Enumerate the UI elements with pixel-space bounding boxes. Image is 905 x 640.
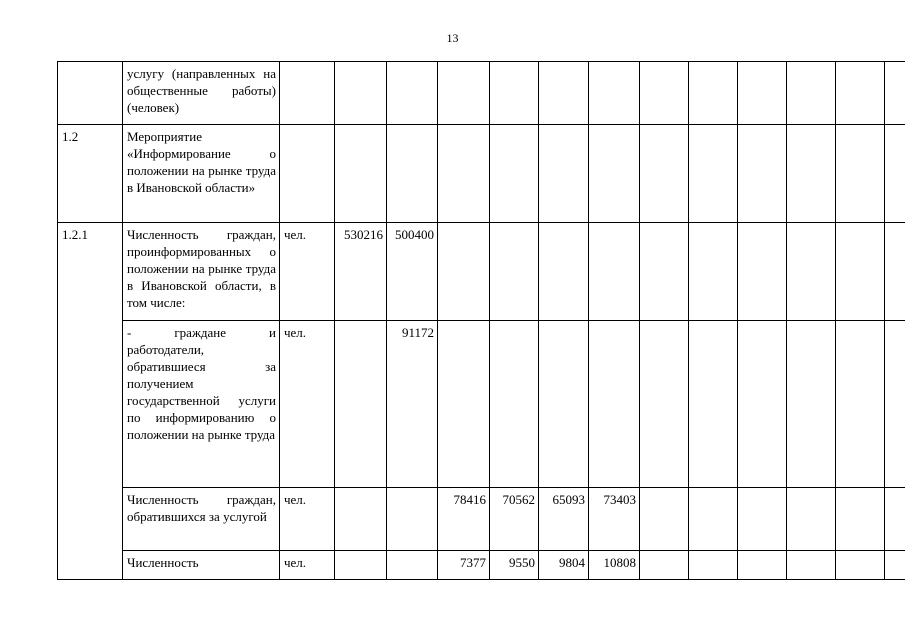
indicator-name-cell: - граждане и работодатели, обратившиеся за получением государственной услуги по информированию о положении на рынке труда — [123, 321, 280, 488]
value-cell — [689, 551, 738, 580]
row-number-cell: 1.2.1 — [58, 223, 123, 580]
unit-cell: чел. — [280, 321, 335, 488]
value-cell: 65093 — [539, 488, 589, 551]
value-cell — [490, 223, 539, 321]
value-cell — [589, 223, 640, 321]
value-cell — [335, 321, 387, 488]
unit-cell: чел. — [280, 551, 335, 580]
value-cell — [836, 62, 885, 125]
value-cell — [539, 125, 589, 223]
value-cell — [787, 488, 836, 551]
value-cell — [885, 62, 905, 125]
indicator-name-cell: услугу (направленных на общественные работы) (человек) — [123, 62, 280, 125]
unit-cell: чел. — [280, 488, 335, 551]
value-cell — [589, 321, 640, 488]
value-cell — [387, 62, 438, 125]
value-cell — [689, 321, 738, 488]
value-cell — [589, 125, 640, 223]
indicator-name-cell: Мероприятие «Информирование о положении на рынке труда в Ивановской области» — [123, 125, 280, 223]
row-number-cell: 1.2 — [58, 125, 123, 223]
table-row — [58, 488, 905, 551]
value-cell — [387, 551, 438, 580]
value-cell — [885, 125, 905, 223]
value-cell — [885, 551, 905, 580]
value-cell — [738, 62, 787, 125]
unit-cell — [280, 125, 335, 223]
value-cell — [885, 223, 905, 321]
value-cell — [787, 223, 836, 321]
value-cell — [438, 62, 490, 125]
value-cell: 10808 — [589, 551, 640, 580]
value-cell — [539, 223, 589, 321]
row-number-cell — [58, 62, 123, 125]
value-cell — [787, 62, 836, 125]
value-cell — [787, 125, 836, 223]
unit-cell — [280, 62, 335, 125]
value-cell: 78416 — [438, 488, 490, 551]
value-cell — [490, 62, 539, 125]
value-cell — [539, 62, 589, 125]
value-cell — [640, 62, 689, 125]
table-row — [58, 223, 905, 321]
value-cell — [885, 321, 905, 488]
value-cell: 73403 — [589, 488, 640, 551]
indicators-table — [57, 61, 905, 580]
value-cell — [335, 125, 387, 223]
value-cell: 9550 — [490, 551, 539, 580]
value-cell — [640, 488, 689, 551]
indicator-name-cell: Численность — [123, 551, 280, 580]
indicator-name-cell: Численность граждан, обратившихся за услугой — [123, 488, 280, 551]
value-cell — [640, 125, 689, 223]
value-cell — [387, 125, 438, 223]
value-cell — [738, 223, 787, 321]
value-cell: 530216 — [335, 223, 387, 321]
value-cell — [738, 321, 787, 488]
table-row — [58, 551, 905, 580]
table-row — [58, 125, 905, 223]
value-cell: 7377 — [438, 551, 490, 580]
value-cell — [438, 125, 490, 223]
value-cell — [689, 488, 738, 551]
value-cell — [490, 125, 539, 223]
value-cell — [438, 321, 490, 488]
value-cell: 91172 — [387, 321, 438, 488]
value-cell — [689, 223, 738, 321]
indicator-name-cell: Численность граждан, проинформированных о положении на рынке труда в Ивановской области, в том числе: — [123, 223, 280, 321]
table-row — [58, 62, 905, 125]
value-cell — [836, 321, 885, 488]
value-cell — [490, 321, 539, 488]
page-number: 13 — [446, 31, 459, 45]
value-cell — [438, 223, 490, 321]
value-cell — [738, 125, 787, 223]
value-cell — [787, 551, 836, 580]
value-cell — [335, 488, 387, 551]
value-cell — [589, 62, 640, 125]
value-cell — [738, 488, 787, 551]
value-cell — [640, 321, 689, 488]
value-cell — [836, 125, 885, 223]
value-cell: 500400 — [387, 223, 438, 321]
table-row — [58, 321, 905, 488]
value-cell — [836, 488, 885, 551]
value-cell — [836, 551, 885, 580]
value-cell — [885, 488, 905, 551]
value-cell: 70562 — [490, 488, 539, 551]
value-cell: 9804 — [539, 551, 589, 580]
value-cell — [387, 488, 438, 551]
value-cell — [738, 551, 787, 580]
value-cell — [539, 321, 589, 488]
value-cell — [787, 321, 836, 488]
value-cell — [640, 551, 689, 580]
unit-cell: чел. — [280, 223, 335, 321]
value-cell — [836, 223, 885, 321]
value-cell — [689, 62, 738, 125]
value-cell — [640, 223, 689, 321]
value-cell — [689, 125, 738, 223]
value-cell — [335, 62, 387, 125]
value-cell — [335, 551, 387, 580]
